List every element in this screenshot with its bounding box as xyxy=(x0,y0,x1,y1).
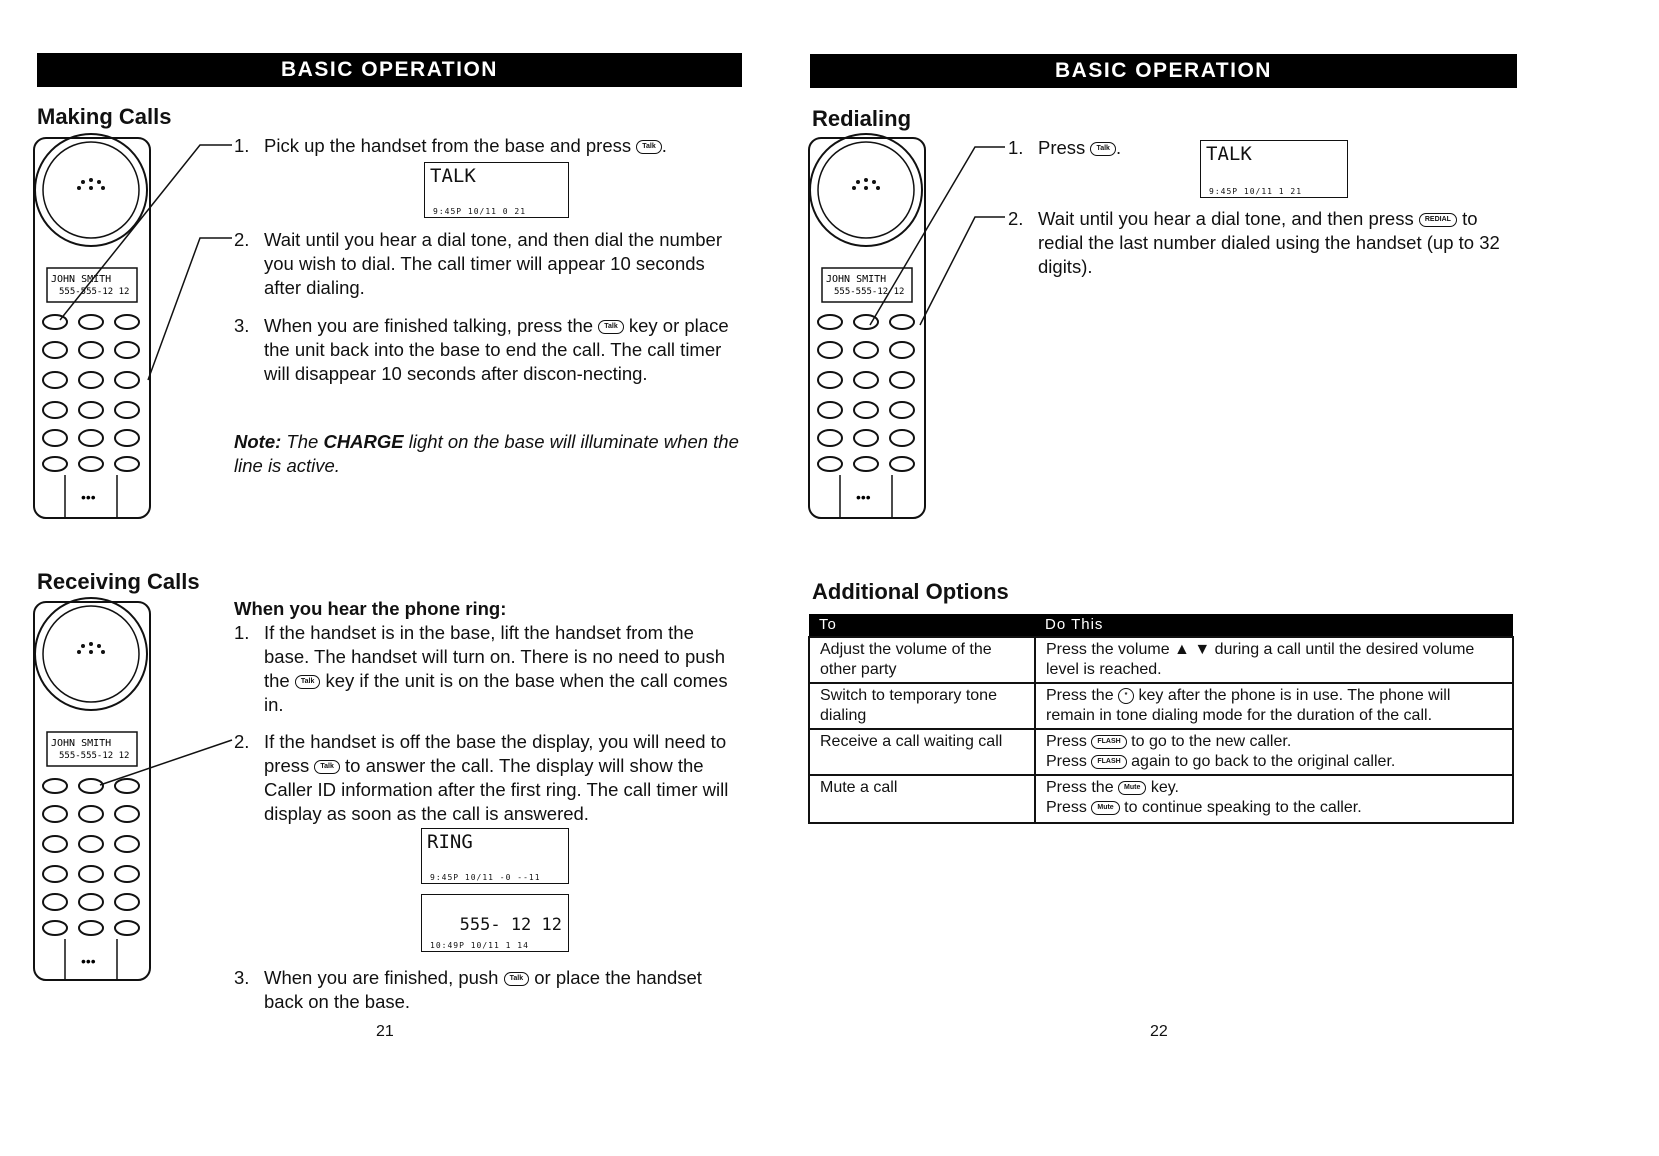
making-calls-title: Making Calls xyxy=(37,104,172,129)
lcd-sub-text: 9:45P 10/11 1 21 xyxy=(1209,187,1303,196)
note-text: light on the base will illuminate when the line is active. xyxy=(234,431,739,476)
handset-number: 555-555-12 12 xyxy=(834,287,905,297)
receiving-step-1 xyxy=(234,621,744,717)
col-header-do: Do This xyxy=(1035,614,1513,637)
step-text: If the handset is in the base, lift the handset from the base. The handset will turn on. There is no need to push the xyxy=(264,622,726,691)
table-row xyxy=(809,729,1513,775)
lcd-sub-text: 9:45P 10/11 -0 --11 xyxy=(430,873,541,882)
options-table xyxy=(808,614,1514,824)
page-number-left: 21 xyxy=(376,1023,394,1040)
table-row xyxy=(809,775,1513,823)
making-step-2 xyxy=(234,228,744,300)
note-charge: CHARGE xyxy=(323,431,404,452)
cell-text: Press xyxy=(1046,753,1087,770)
cell-text: to continue speaking to the caller. xyxy=(1124,799,1362,816)
talk-key-icon: Talk xyxy=(636,140,662,154)
step-number: 3. xyxy=(234,315,250,336)
handset-illustration xyxy=(33,594,153,984)
star-key-icon: * xyxy=(1118,688,1134,704)
handset-number: 555-555-12 12 xyxy=(59,751,130,761)
cell-text: to go to the new caller. xyxy=(1131,733,1292,750)
step-text: Press xyxy=(1038,137,1086,158)
flash-key-icon: FLASH xyxy=(1091,755,1126,769)
receiving-step-3 xyxy=(234,966,744,1014)
step-text: Wait until you hear a dial tone, and then dial the number you wish to dial. The call timer will appear 10 seconds after dialing. xyxy=(264,229,722,298)
note-text: The xyxy=(286,431,319,452)
step-number: 3. xyxy=(234,967,250,988)
left-page-header: BASIC OPERATION xyxy=(37,53,742,87)
talk-key-icon: Talk xyxy=(314,760,340,774)
cell-text: again to go back to the original caller. xyxy=(1131,753,1396,770)
lcd-redial-display xyxy=(1200,140,1348,198)
redial-step-1: 1. Press Talk . xyxy=(1008,137,1122,158)
step-text: to answer the call. The display will show the Caller ID information after the first ring. The call timer will display as soon as the call is answered. xyxy=(264,755,729,824)
talk-key-icon: Talk xyxy=(598,320,624,334)
cell-to: Receive a call waiting call xyxy=(809,729,1035,775)
receiving-subhead: When you hear the phone ring: xyxy=(234,598,507,619)
cell-to: Switch to temporary tone dialing xyxy=(809,683,1035,729)
cell-do xyxy=(1035,729,1513,775)
step-number: 1. xyxy=(1008,137,1024,158)
receiving-calls-title: Receiving Calls xyxy=(37,569,200,594)
flash-key-icon: FLASH xyxy=(1091,735,1126,749)
step-text: key if the unit is on the base when the call comes in. xyxy=(264,670,728,715)
handset-name: JOHN SMITH xyxy=(826,274,887,285)
svg-text:•••: ••• xyxy=(81,489,96,505)
lcd-main-text: TALK xyxy=(430,165,476,187)
cell-do xyxy=(1035,683,1513,729)
step-text: When you are finished talking, press the xyxy=(264,315,594,336)
step-number: 1. xyxy=(234,622,250,643)
redialing-title: Redialing xyxy=(812,106,912,131)
lcd-number-text: 555- 12 12 xyxy=(459,915,562,935)
talk-key-icon: Talk xyxy=(504,972,530,986)
talk-key-icon: Talk xyxy=(1090,142,1116,156)
lcd-ring-display xyxy=(421,828,569,884)
right-page-header: BASIC OPERATION xyxy=(810,54,1517,88)
lcd-number-display xyxy=(421,894,569,952)
cell-text: Press xyxy=(1046,733,1087,750)
making-step-1: 1. Pick up the handset from the base and press Talk . xyxy=(234,135,667,156)
cell-do: Press the volume ▲ ▼ during a call until the desired volume level is reached. xyxy=(1035,637,1513,683)
col-header-to: To xyxy=(809,614,1035,637)
lcd-sub-text: 9:45P 10/11 0 21 xyxy=(433,207,527,216)
page-number-right: 22 xyxy=(1150,1023,1168,1040)
charge-note xyxy=(234,430,744,478)
svg-text:•••: ••• xyxy=(81,953,96,969)
cell-text: key after the phone is in use. The phone will remain in tone dialing mode for the duration of the call. xyxy=(1046,687,1451,724)
table-row xyxy=(809,683,1513,729)
cell-to: Adjust the volume of the other party xyxy=(809,637,1035,683)
table-row xyxy=(809,637,1513,683)
handset-name: JOHN SMITH xyxy=(51,274,112,285)
handset-name: JOHN SMITH xyxy=(51,738,112,749)
cell-text: key. xyxy=(1150,779,1179,796)
cell-text: Press the xyxy=(1046,779,1114,796)
making-step-3 xyxy=(234,314,744,386)
additional-options-title: Additional Options xyxy=(812,579,1009,604)
lcd-main-text: TALK xyxy=(1206,143,1252,165)
step-text: Wait until you hear a dial tone, and then press xyxy=(1038,208,1414,229)
cell-to: Mute a call xyxy=(809,775,1035,823)
step-number: 2. xyxy=(234,229,250,250)
cell-text: Press xyxy=(1046,799,1087,816)
mute-key-icon: Mute xyxy=(1118,781,1146,795)
step-number: 2. xyxy=(1008,208,1024,229)
handset-number: 555-555-12 12 xyxy=(59,287,130,297)
step-text: If the handset is off the base the display, you will need to press xyxy=(264,731,727,776)
cell-text: Press the xyxy=(1046,687,1114,704)
step-text: to redial the last number dialed using the handset (up to 32 digits). xyxy=(1038,208,1500,277)
lcd-talk-display xyxy=(424,162,569,218)
talk-key-icon: Talk xyxy=(295,675,321,689)
step-text: When you are finished, push xyxy=(264,967,499,988)
step-number: 1. xyxy=(234,135,250,156)
step-text: key or place the unit back into the base to end the call. The call timer will disappear 10 seconds after discon-necting. xyxy=(264,315,729,384)
note-label: Note: xyxy=(234,431,282,452)
lcd-sub-text: 10:49P 10/11 1 14 xyxy=(430,941,529,950)
receiving-step-2 xyxy=(234,730,744,826)
step-text: or place the handset back on the base. xyxy=(264,967,702,1012)
handset-illustration xyxy=(808,130,928,520)
step-text: Pick up the handset from the base and press xyxy=(264,135,632,156)
redial-key-icon: REDIAL xyxy=(1419,213,1457,227)
cell-do xyxy=(1035,775,1513,823)
mute-key-icon: Mute xyxy=(1091,801,1119,815)
step-number: 2. xyxy=(234,731,250,752)
redial-step-2 xyxy=(1008,207,1518,279)
lcd-main-text: RING xyxy=(427,831,473,853)
svg-text:•••: ••• xyxy=(856,489,871,505)
